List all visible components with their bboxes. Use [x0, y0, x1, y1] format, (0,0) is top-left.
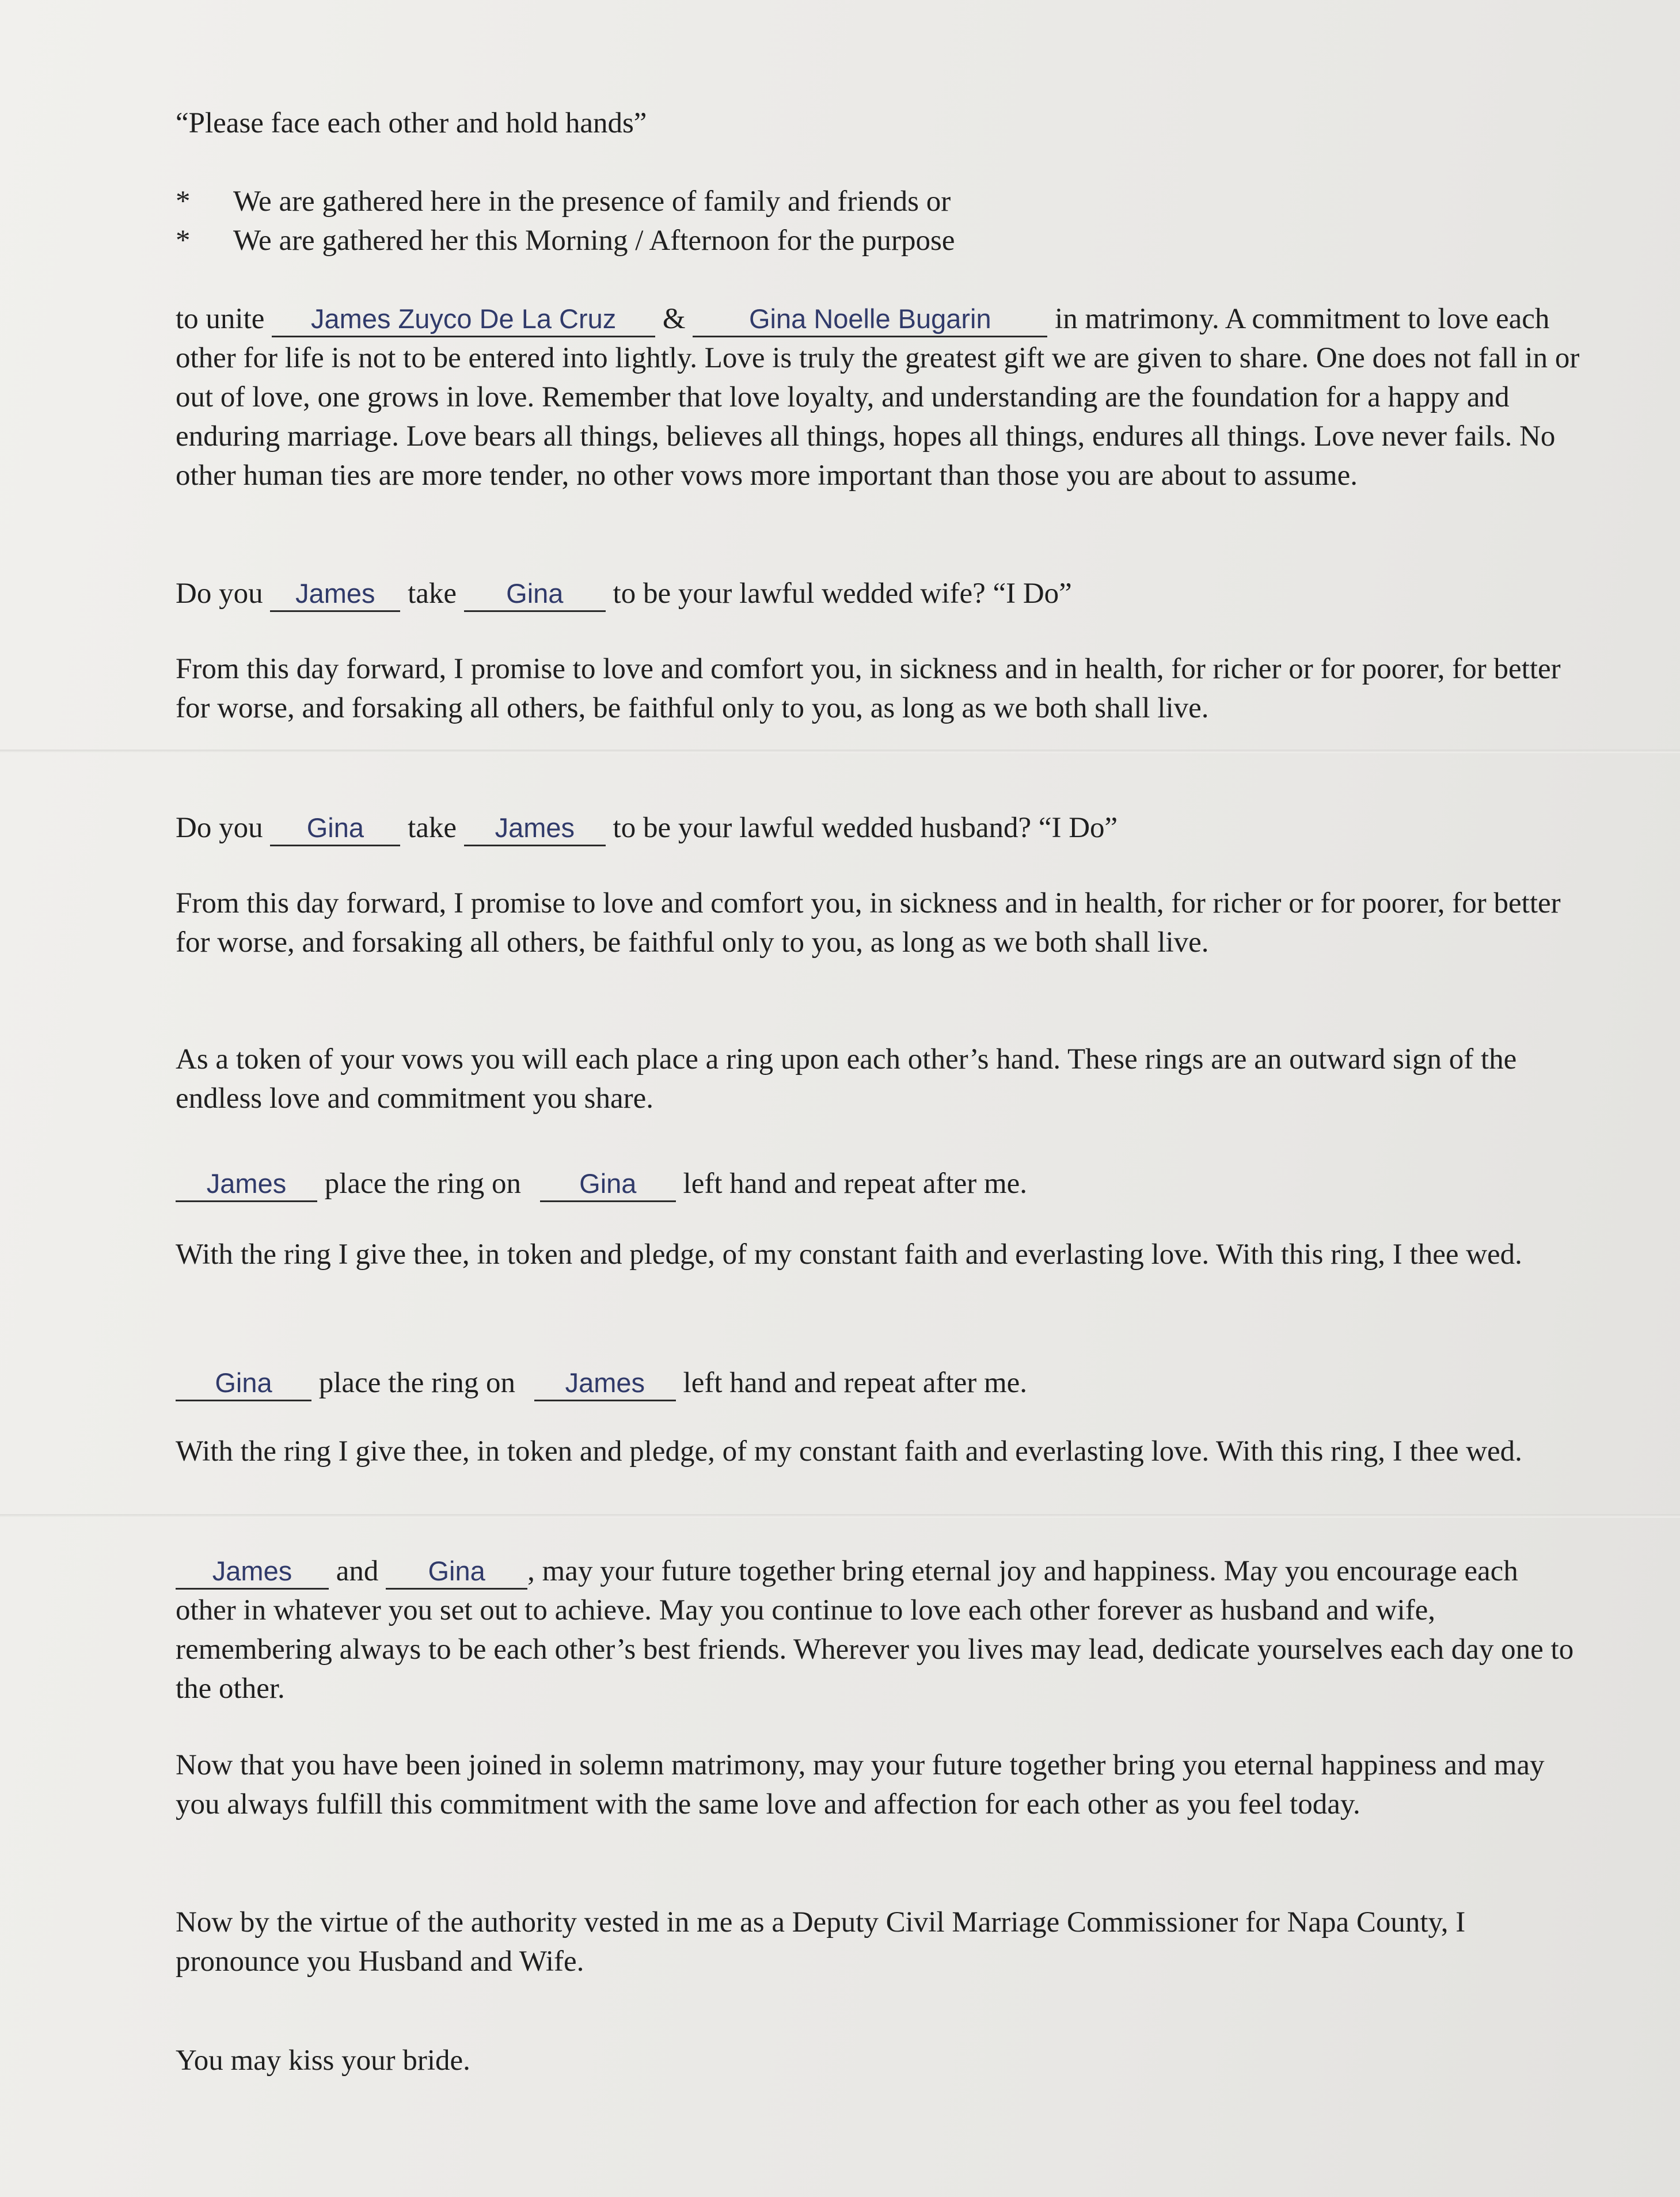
ring1-words-block: [176, 1235, 1580, 1274]
vow1-groom-name: James: [270, 577, 400, 612]
unite-paragraph: [176, 299, 1580, 495]
opening-option: [176, 221, 1580, 260]
kiss-paragraph: [176, 2041, 1580, 2080]
bride-full-name: Gina Noelle Bugarin: [693, 302, 1047, 337]
ring2-words-block: [176, 1432, 1580, 1471]
vow2-promise-block: [176, 884, 1580, 962]
blessing-post: , may your future together bring eternal joy and happiness. May you encourage each other in whatever you set out to achieve. May you continue to love each other forever as husband and wife, remembering always to be each other’s best friends. Wherever you lives may lead, dedicate yourselves each day one to the other.: [176, 1555, 1574, 1705]
opening-option-text: We are gathered here in the presence of family and friends or: [233, 185, 951, 218]
joined-paragraph: [176, 1746, 1580, 1824]
opening-options: [176, 182, 1580, 260]
header-quote-block: [176, 104, 1580, 143]
unite-post: in matrimony. A commitment to love each other for life is not to be entered into lightly. Love is truly the greatest gift we are given to share. One does not fall in or out of love, one grows in love. Remember that love loyalty, and understanding are the foundation for a happy and enduring marriage. Love bears all things, believes all things, hopes all things, endures all things. Love never fails. No other human ties are more tender, no other vows more important than those you are about to assume.: [176, 303, 1580, 492]
blessing-bride-name: Gina: [386, 1554, 527, 1590]
vow2-groom-name: James: [464, 811, 606, 846]
header-quote: “Please face each other and hold hands”: [176, 107, 647, 139]
bullet-marker: *: [176, 225, 191, 257]
ring2-mid: place the ring on: [318, 1367, 516, 1399]
rings-intro-block: [176, 1040, 1580, 1118]
vow1-bride-name: Gina: [464, 577, 606, 612]
vow2-promise: From this day forward, I promise to love and comfort you, in sickness and in health, for richer or for poorer, for better for worse, and forsaking all others, be faithful only to you, as long as we both shall live.: [176, 887, 1561, 959]
vow1-question-text: [176, 574, 1580, 613]
vow2-mid: take: [408, 812, 457, 844]
vow2-pre: Do you: [176, 812, 263, 844]
bullet-marker: *: [176, 185, 191, 218]
vow1-promise: From this day forward, I promise to love and comfort you, in sickness and in health, for richer or for poorer, for better for worse, and forsaking all others, be faithful only to you, as long as we both shall live.: [176, 653, 1561, 724]
ring2-post: left hand and repeat after me.: [683, 1367, 1028, 1399]
unite-text: [176, 299, 1580, 495]
vow1-post: to be your lawful wedded wife? “I Do”: [613, 577, 1072, 610]
vow1-pre: Do you: [176, 577, 263, 610]
opening-option-text: We are gathered her this Morning / Afternoon for the purpose: [233, 225, 955, 257]
vow1-promise-block: [176, 649, 1580, 728]
ring2-words: With the ring I give thee, in token and pledge, of my constant faith and everlasting love. With this ring, I thee wed.: [176, 1435, 1522, 1468]
vow2-question-text: [176, 808, 1580, 847]
vow2-question: [176, 808, 1580, 847]
ring2-giver-name: Gina: [176, 1366, 311, 1401]
vow2-bride-name: Gina: [270, 811, 400, 846]
ring1-words: With the ring I give thee, in token and pledge, of my constant faith and everlasting love. With this ring, I thee wed.: [176, 1238, 1522, 1271]
ring2-receiver-name: James: [534, 1366, 676, 1401]
ring1-mid: place the ring on: [324, 1168, 522, 1200]
paper-fold-line: [0, 1514, 1680, 1518]
blessing-text: [176, 1552, 1580, 1708]
rings-intro: As a token of your vows you will each place a ring upon each other’s hand. These rings are an outward sign of the endless love and commitment you share.: [176, 1043, 1517, 1115]
blessing-paragraph: [176, 1552, 1580, 1708]
blessing-groom-name: James: [176, 1554, 329, 1590]
opening-option: [176, 182, 1580, 221]
vow1-mid: take: [408, 577, 457, 610]
ampersand: &: [662, 303, 686, 335]
vow2-post: to be your lawful wedded husband? “I Do”: [613, 812, 1118, 844]
groom-full-name: James Zuyco De La Cruz: [272, 302, 655, 337]
ring1-instruction: [176, 1164, 1580, 1203]
blessing-mid: and: [336, 1555, 379, 1587]
vow1-question: [176, 574, 1580, 613]
ring2-instruction: [176, 1363, 1580, 1402]
joined-text: Now that you have been joined in solemn matrimony, may your future together bring you eternal happiness and may you always fulfill this commitment with the same love and affection for each other as you feel today.: [176, 1749, 1545, 1820]
unite-pre: to unite: [176, 303, 265, 335]
ring1-post: left hand and repeat after me.: [683, 1168, 1028, 1200]
kiss-text: You may kiss your bride.: [176, 2044, 470, 2077]
ring1-receiver-name: Gina: [540, 1167, 676, 1202]
ring1-instruction-text: [176, 1164, 1580, 1203]
ring2-instruction-text: [176, 1363, 1580, 1402]
paper-fold-line: [0, 750, 1680, 753]
pronounce-text: Now by the virtue of the authority vested in me as a Deputy Civil Marriage Commissioner for Napa County, I pronounce you Husband and Wife.: [176, 1906, 1466, 1978]
ring1-giver-name: James: [176, 1167, 317, 1202]
pronounce-paragraph: [176, 1903, 1580, 1981]
